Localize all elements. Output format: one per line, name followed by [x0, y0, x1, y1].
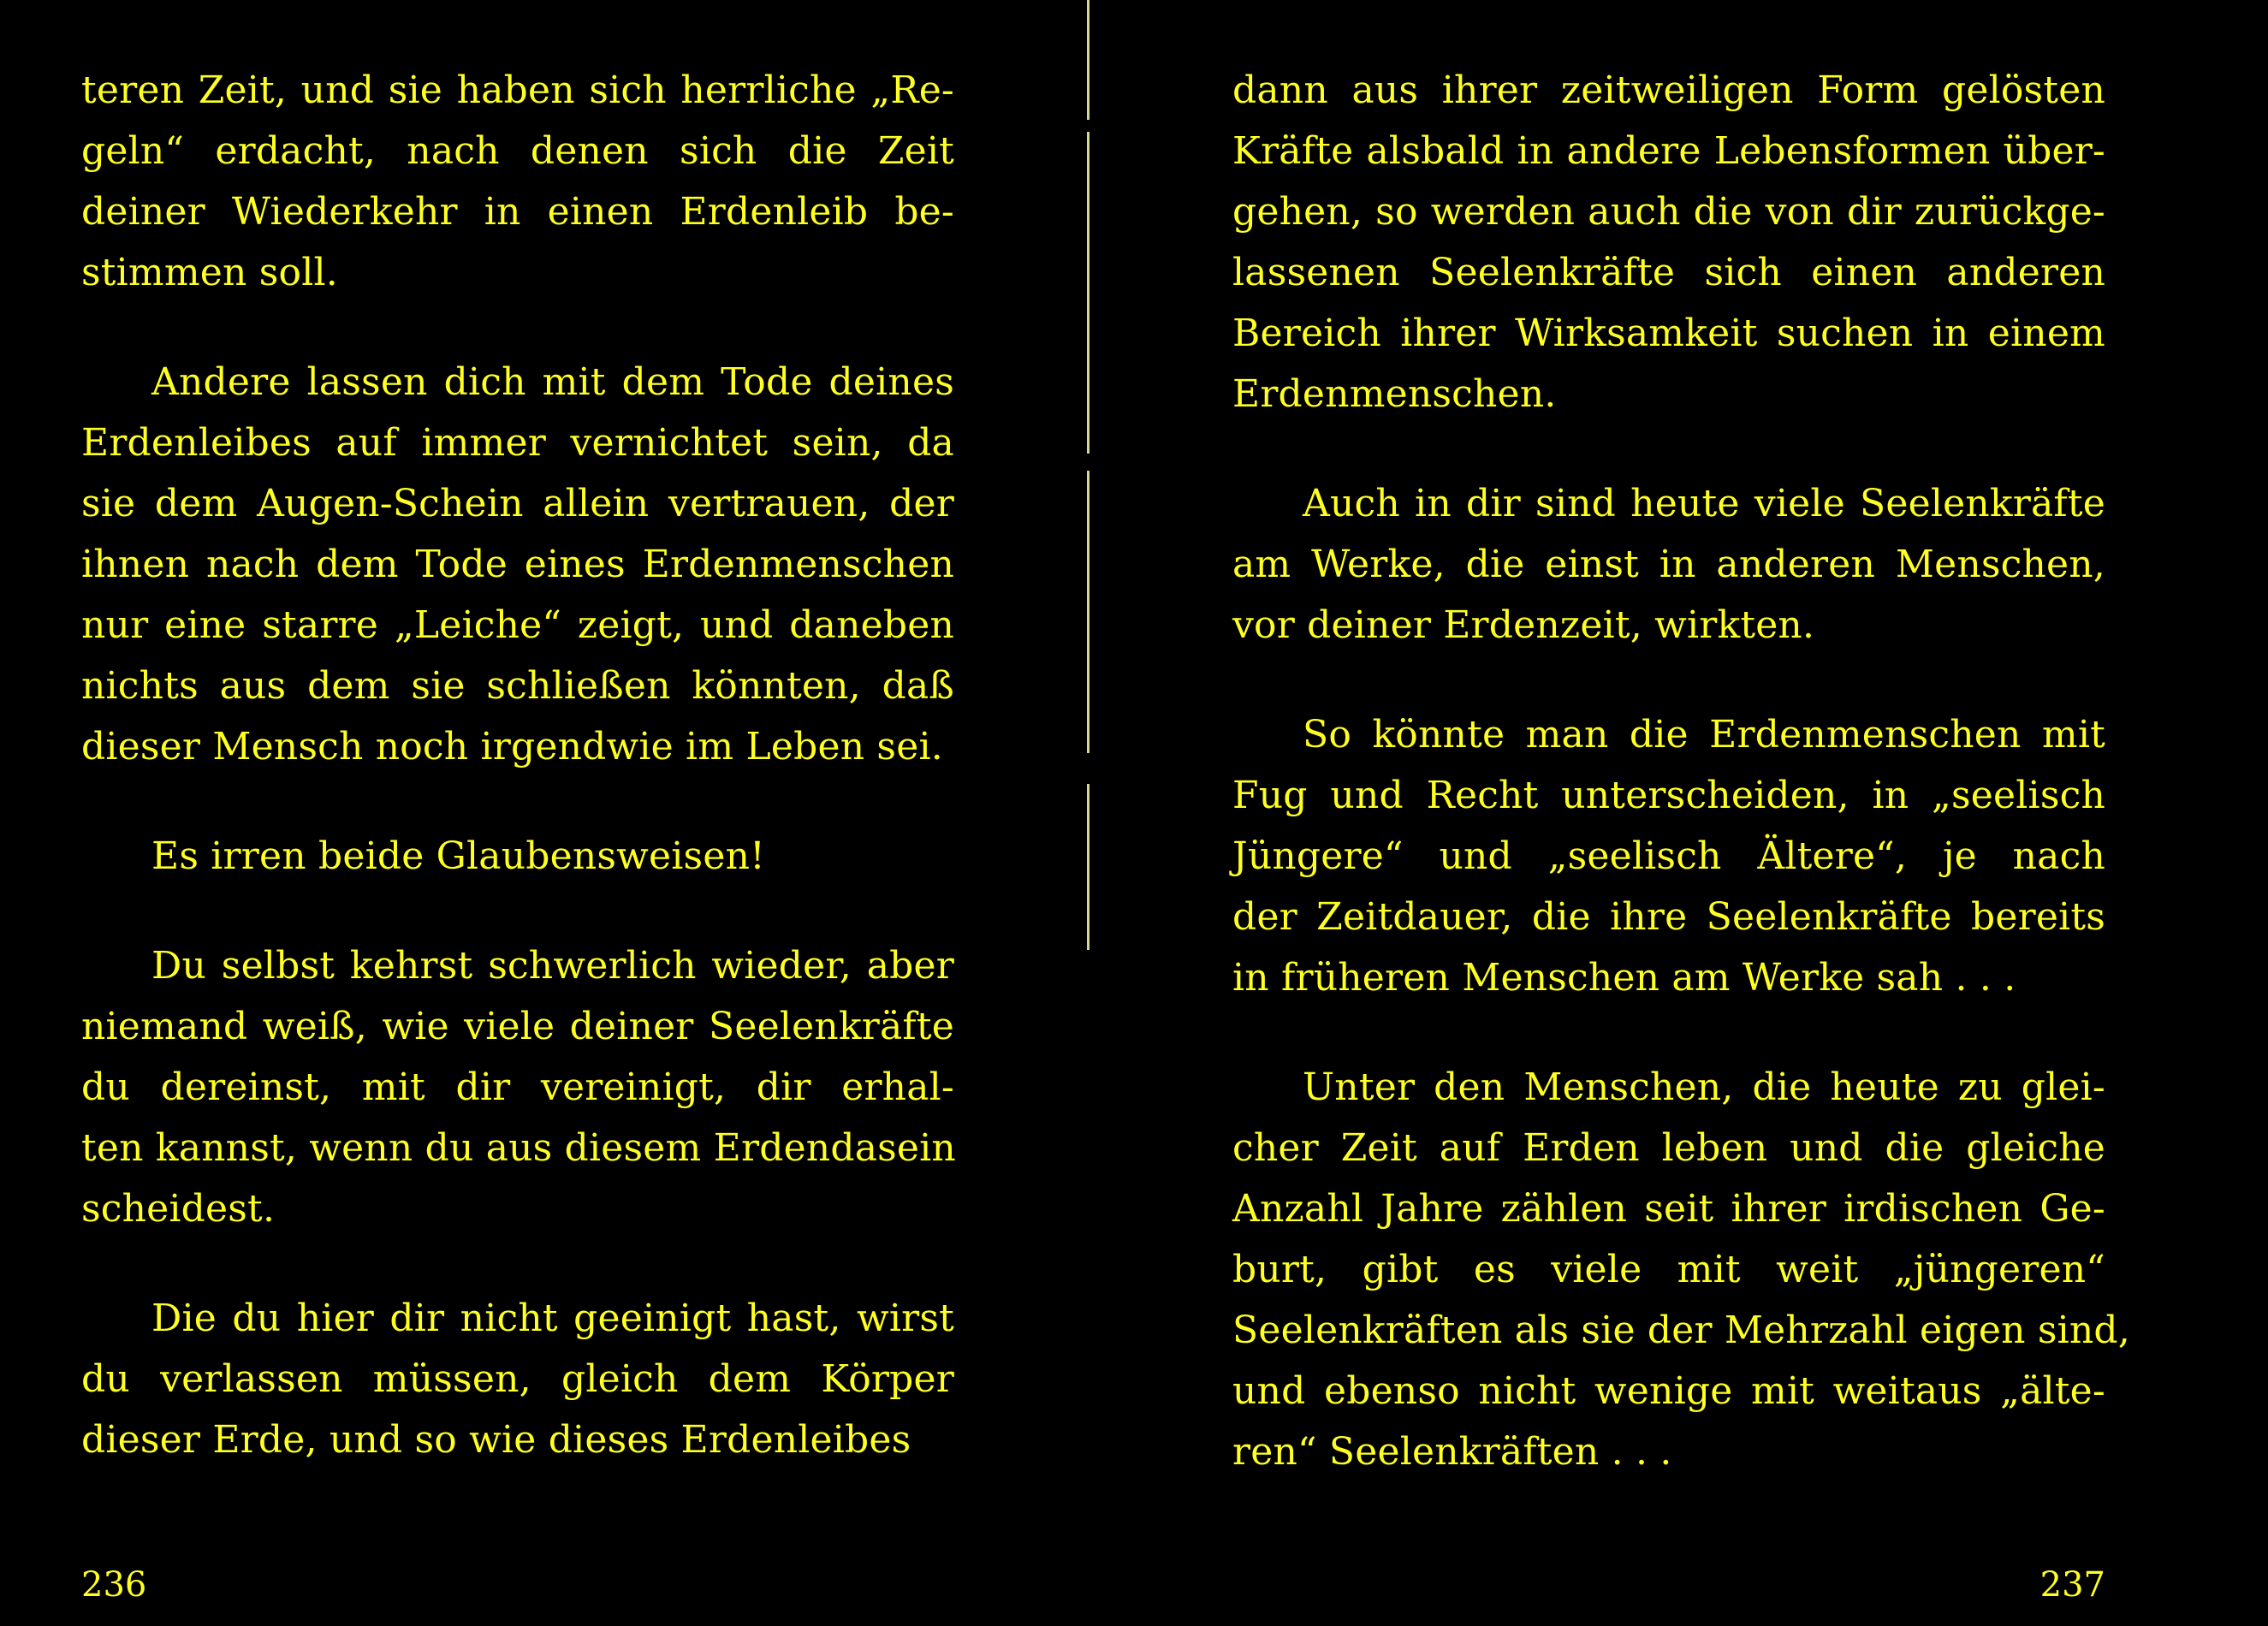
gutter-gap: [1085, 120, 1092, 132]
paragraph: [1232, 704, 2105, 1008]
gutter-gap: [1085, 454, 1092, 471]
text-line: geln“ erdacht, nach denen sich die Zeit: [81, 129, 954, 173]
paragraph: [1232, 1057, 2130, 1482]
text-line: ihnen nach dem Tode eines Erdenmenschen: [81, 543, 954, 586]
text-line: Seelenkräften als sie der Mehrzahl eigen sind,: [1232, 1309, 2130, 1352]
text-line: Kräfte alsbald in andere Lebensformen über-: [1232, 129, 2105, 173]
text-line: Jüngere“ und „seelisch Ältere“, je nach: [1232, 834, 2105, 878]
text-line: deiner Wiederkehr in einen Erdenleib be-: [81, 190, 954, 234]
text-line: du verlassen müssen, gleich dem Körper: [81, 1357, 954, 1401]
text-line: dieser Erde, und so wie dieses Erdenleibes: [81, 1418, 911, 1462]
text-line: Erdenleibes auf immer vernichtet sein, da: [81, 421, 954, 465]
right-page-text: [1232, 60, 2130, 1482]
text-line: burt, gibt es viele mit weit „jüngeren“: [1232, 1248, 2105, 1291]
text-line: Anzahl Jahre zählen seit ihrer irdischen Ge-: [1232, 1187, 2105, 1231]
paragraph-gap: [81, 1239, 954, 1288]
text-line: am Werke, die einst in anderen Menschen,: [1232, 543, 2105, 586]
text-line: sie dem Augen-Schein allein vertrauen, der: [81, 482, 954, 525]
paragraph: [81, 352, 954, 777]
text-line: nichts aus dem sie schließen könnten, daß: [81, 664, 954, 708]
text-line: du dereinst, mit dir vereinigt, dir erhal-: [81, 1065, 954, 1109]
page-number-left: 236: [81, 1565, 147, 1605]
text-line: stimmen soll.: [81, 251, 338, 294]
page-number-right: 237: [2039, 1565, 2105, 1605]
paragraph-gap: [1232, 656, 2105, 704]
text-line: dieser Mensch noch irgendwie im Leben sei.: [81, 725, 943, 768]
paragraph: [81, 935, 954, 1239]
paragraph: [81, 60, 954, 303]
text-line: ten kannst, wenn du aus diesem Erdendasein: [81, 1126, 956, 1170]
text-line: So könnte man die Erdenmenschen mit: [1303, 713, 2105, 757]
paragraph-gap: [1232, 424, 2105, 473]
text-line: teren Zeit, und sie haben sich herrliche „Re-: [81, 68, 954, 112]
paragraph-gap: [81, 777, 954, 826]
text-line: gehen, so werden auch die von dir zurückge-: [1232, 190, 2105, 234]
text-line: Die du hier dir nicht geeinigt hast, wirst: [151, 1297, 954, 1340]
text-line: nur eine starre „Leiche“ zeigt, und daneben: [81, 603, 954, 647]
paragraph: [1232, 473, 2105, 656]
text-line: der Zeitdauer, die ihre Seelenkräfte bereits: [1232, 895, 2105, 939]
text-line: Auch in dir sind heute viele Seelenkräfte: [1303, 482, 2105, 525]
paragraph: [81, 826, 954, 887]
left-page-text: [81, 60, 954, 1470]
paragraph-gap: [81, 303, 954, 352]
text-line: Andere lassen dich mit dem Tode deines: [151, 360, 954, 404]
paragraph-gap: [1232, 1008, 2105, 1057]
text-line: Fug und Recht unterscheiden, in „seelisch: [1232, 774, 2105, 817]
text-line: Bereich ihrer Wirksamkeit suchen in einem: [1232, 312, 2105, 355]
text-line: in früheren Menschen am Werke sah . . .: [1232, 956, 2016, 1000]
text-line: dann aus ihrer zeitweiligen Form gelösten: [1232, 68, 2105, 112]
text-line: Du selbst kehrst schwerlich wieder, aber: [151, 944, 954, 988]
text-line: und ebenso nicht wenige mit weitaus „älte-: [1232, 1369, 2105, 1413]
text-line: Erdenmenschen.: [1232, 372, 1557, 416]
text-line: ren“ Seelenkräften . . .: [1232, 1430, 1672, 1474]
text-line: Unter den Menschen, die heute zu glei-: [1303, 1065, 2105, 1109]
text-line: scheidest.: [81, 1187, 276, 1231]
paragraph-gap: [81, 887, 954, 935]
left-page: [81, 60, 956, 1605]
right-page: [1232, 60, 2130, 1605]
paragraph: [81, 1288, 954, 1470]
book-gutter-line: [1087, 0, 1089, 950]
paragraph: [1232, 60, 2105, 424]
text-line: Es irren beide Glaubensweisen!: [151, 834, 765, 878]
gutter-gap: [1085, 753, 1092, 784]
text-line: lassenen Seelenkräfte sich einen anderen: [1232, 251, 2105, 294]
text-line: niemand weiß, wie viele deiner Seelenkräfte: [81, 1005, 954, 1048]
text-line: vor deiner Erdenzeit, wirkten.: [1232, 603, 1815, 647]
text-line: cher Zeit auf Erden leben und die gleiche: [1232, 1126, 2105, 1170]
